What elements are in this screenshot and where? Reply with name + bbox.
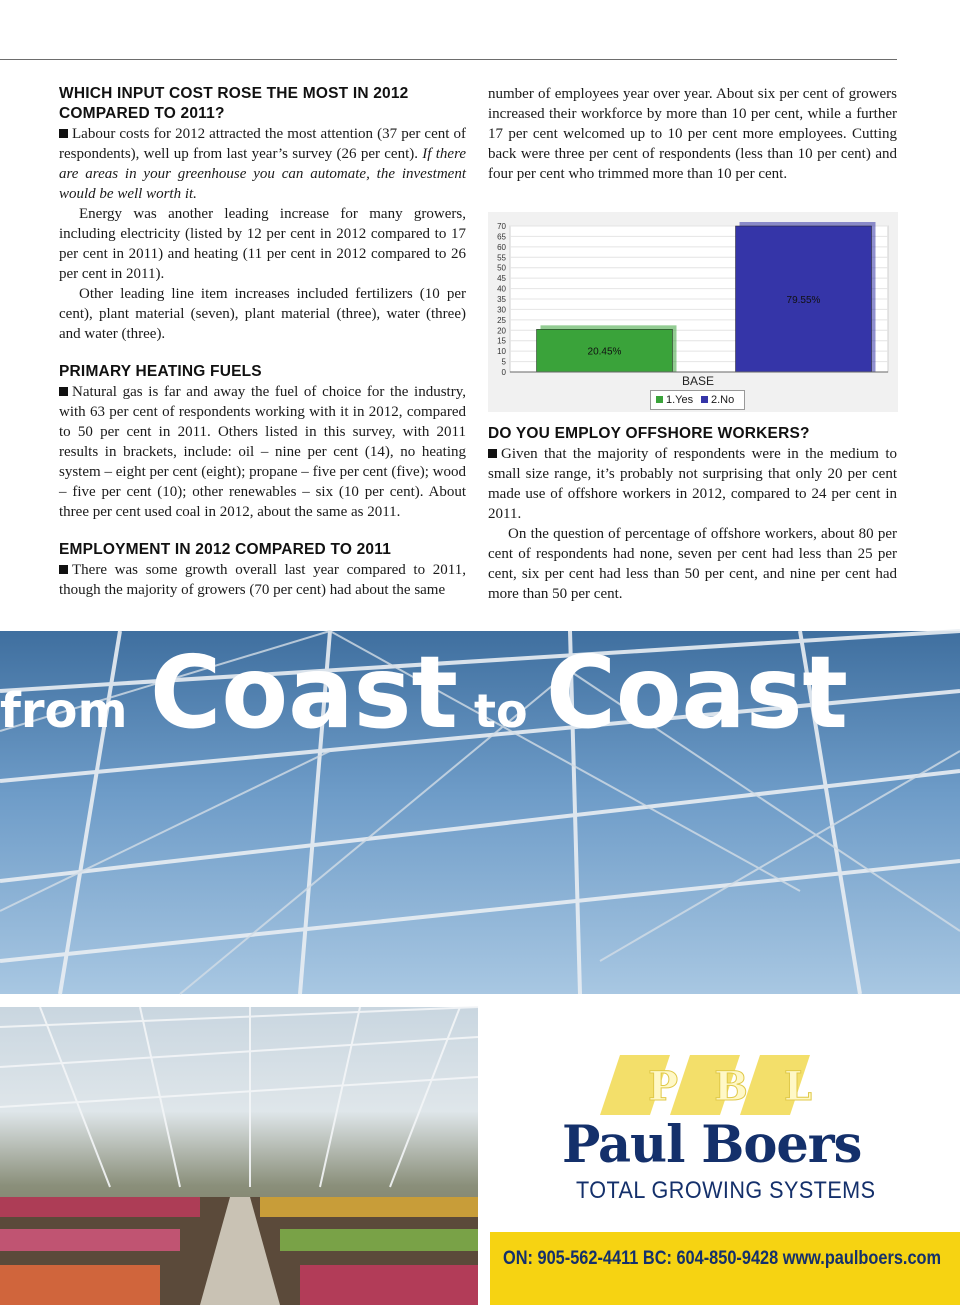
y-tick-label: 30 (497, 305, 506, 315)
paragraph-other-items: Other leading line item increases included fertilizers (10 per cent), plant material (seven), plant material (three), water (three) and water (three). (59, 286, 466, 342)
y-tick-label: 70 (497, 222, 506, 231)
legend-item-no: 2.No (701, 391, 734, 409)
logo-letters: PBL (648, 1063, 849, 1110)
legend-item-yes: 1.Yes (656, 391, 693, 409)
y-tick-label: 25 (497, 315, 506, 325)
y-tick-label: 60 (497, 242, 506, 252)
headline-to: to (474, 684, 528, 738)
legend-swatch-yes (656, 396, 663, 403)
paragraph-employment: There was some growth overall last year compared to 2011, though the majority of growers (70 per cent) had about the same (59, 562, 466, 598)
headline-coast-1: Coast (150, 634, 458, 751)
paragraph-heating: Natural gas is far and away the fuel of choice for the industry, with 63 per cent of respondents working with it in 2012, compared to 50 per cent in 2011. Others listed in this survey, with 2011 results in brackets, include: oil – nine per cent (14), no heating system – eight per cent (eight); propane – five per cent (five); wood – five per cent (10); other renewables – six (10 per cent). About three per cent used coal in 2012, about the same as 2011. (59, 384, 466, 520)
y-tick-label: 15 (497, 336, 506, 346)
y-tick-label: 65 (497, 232, 506, 242)
y-tick-label: 20 (497, 326, 506, 336)
heading-input-cost: WHICH INPUT COST ROSE THE MOST IN 2012 COMPARED TO 2011? (59, 85, 409, 122)
y-tick-label: 5 (501, 357, 506, 367)
greenhouse-roof-photo (0, 631, 960, 994)
right-column-bottom (488, 424, 897, 604)
bullet-square-icon (488, 449, 497, 458)
bullet-square-icon (59, 129, 68, 138)
paragraph-offshore: Given that the majority of respondents were in the medium to small size range, it’s probably not surprising that only 20 per cent made use of offshore workers in 2012, compared to 24 per cent in 2011. (488, 446, 897, 522)
heading-employment: EMPLOYMENT IN 2012 COMPARED TO 2011 (59, 541, 392, 558)
y-tick-label: 35 (497, 295, 506, 304)
bar-data-label: 20.45% (587, 346, 622, 358)
contact-info: ON: 905-562-4411 BC: 604-850-9428 www.paulboers.com (503, 1248, 942, 1269)
heading-offshore: DO YOU EMPLOY OFFSHORE WORKERS? (488, 425, 810, 442)
brand-tagline: TOTAL GROWING SYSTEMS (576, 1177, 876, 1204)
y-tick-label: 55 (497, 253, 506, 263)
greenhouse-interior-icon (0, 1007, 478, 1305)
y-tick-label: 45 (497, 274, 506, 284)
paragraph-labour: Labour costs for 2012 attracted the most attention (37 per cent of respondents), well up from last year’s survey (26 per cent). If there are areas in your greenhouse you can automate, the investment would be well worth it. (59, 126, 467, 202)
y-tick-label: 0 (501, 368, 506, 377)
bullet-square-icon (59, 387, 68, 396)
header-rule (0, 59, 897, 60)
heading-heating-fuels: PRIMARY HEATING FUELS (59, 363, 262, 380)
paragraph-energy: Energy was another leading increase for many growers, including electricity (listed by 12 per cent in 2012 compared to 17 per cent in 2011) and heating (11 per cent in 2012 compared to 26 per cent in 2011). (59, 206, 466, 282)
brand-name: Paul Boers (562, 1115, 862, 1175)
greenhouse-interior-photo (0, 1007, 478, 1305)
italic-note: If there are areas in your greenhouse you can automate, the investment would be well worth it. (59, 146, 467, 202)
bar-data-label: 79.55% (786, 295, 821, 306)
y-tick-label: 40 (497, 284, 506, 294)
left-column (59, 84, 466, 600)
headline-coast-2: Coast (546, 634, 848, 751)
y-tick-label: 10 (497, 347, 506, 357)
chart-legend (650, 390, 745, 410)
headline-from: from (0, 683, 128, 739)
coast-to-coast-headline (0, 631, 900, 751)
y-tick-label: 50 (497, 263, 506, 273)
chart-xlabel: BASE (682, 374, 715, 388)
paragraph-offshore-percent: On the question of percentage of offshore workers, about 80 per cent of respondents had none, seven per cent had less than 25 per cent, six per cent had less than 50 per cent, and nine per cent had more than 50 per cent. (488, 526, 897, 602)
legend-swatch-no (701, 396, 708, 403)
right-column-top (488, 84, 897, 184)
bullet-square-icon (59, 565, 68, 574)
paragraph-employment-cont: number of employees year over year. About six per cent of growers increased their workforce by more than 10 per cent, while a further 17 per cent welcomed up to 10 per cent more employees. Cutting back were three per cent of respondents (less than 10 per cent) and four per cent who trimmed more than 10 per cent. (488, 86, 897, 182)
pbl-logo-icon (560, 1055, 849, 1115)
